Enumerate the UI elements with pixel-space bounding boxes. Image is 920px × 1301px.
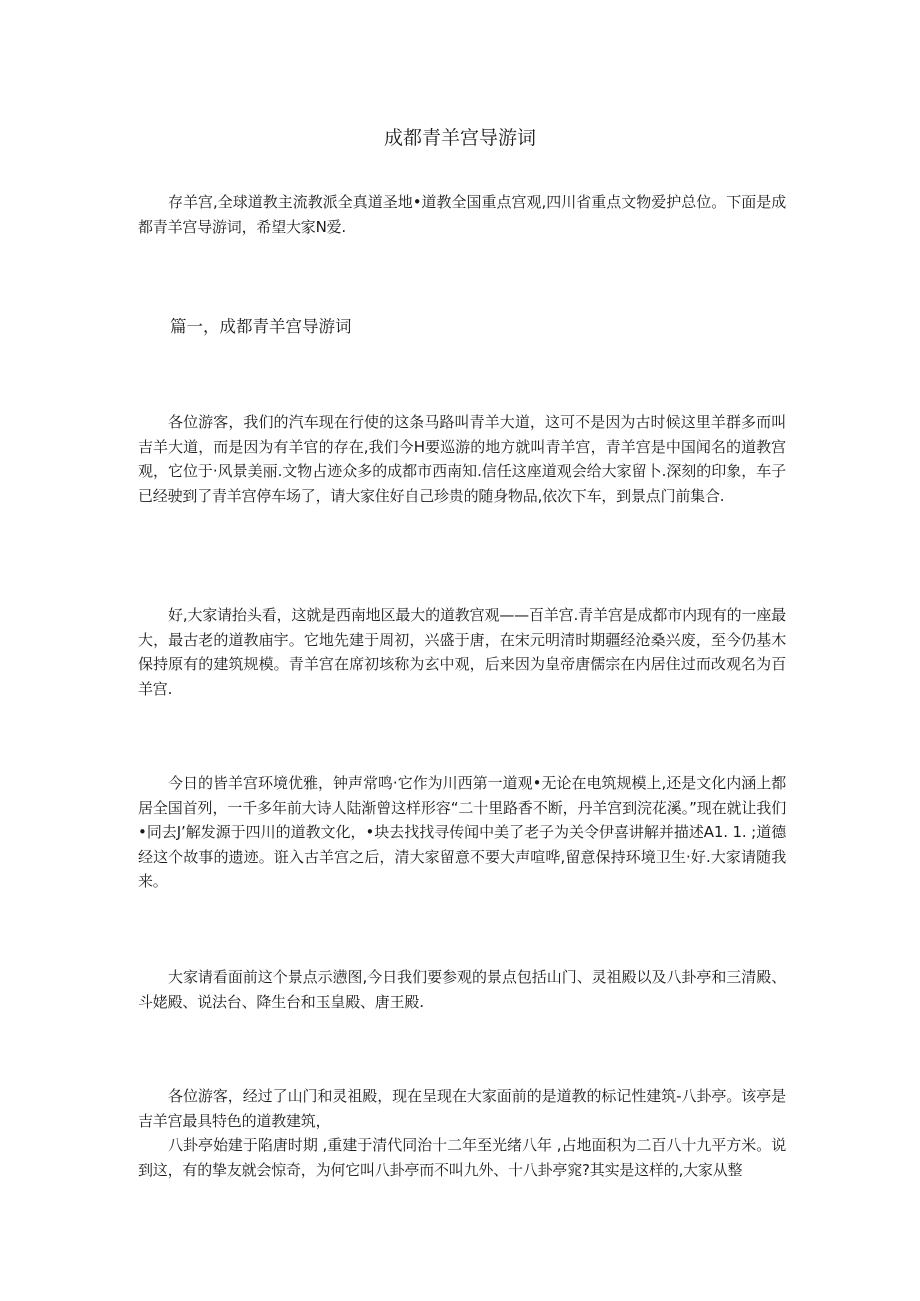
paragraph-1: 各位游客，我们的汽车现在行使的这条马路叫青羊大道，这可不是因为古时候这里羊群多而叫吉羊大道，而是因为有羊官的存在,我们今H要巡游的地方就叫青羊宫，青羊宫是中国闻名的道教宫观，它位于·风景美丽.文物占迹众多的成都市西南知.信任这座道观会给大家留卜.深刻的印象，车子已经驶到了青羊宫停车场了，请大家住好自己珍贵的随身物品,依次下车，到景点门前集合.	[138, 413, 786, 505]
paragraph-6: 八卦亭始建于陷唐时期 ,重建于清代同治十二年至光绪八年 ,占地面积为二百八十九平方米。说到这，有的挚友就会惊奇，为何它叫八卦亭而不叫九外、十八卦亭窕?其实是这样的,大家从整	[138, 1136, 786, 1179]
section-heading: 篇一，成都青羊宫导游词	[170, 317, 352, 336]
intro-paragraph: 存羊宫,全球道教主流教派全真道圣地•道教全国重点宫观,四川省重点文物爱护总位。下面是成都青羊宫导游词，希望大家N爱.	[138, 193, 786, 236]
paragraph-3: 今日的皆羊宫环境优雅，钟声常鸣·它作为川西第一道观•无论在电筑规模上,还是文化内涵上都居全国首列，一千多年前大诗人陆渐曾这样形容“二十里路香不断，丹羊宫到浣花溪。”现在就让我们•同去J’解发源于四川的道教文化，•块去找找寻传闻中美了老子为关令伊喜讲解并描述A1. 1. ;道德经这个故事的遗迹。诳入古羊宫之后，清大家留意不要大声喧哗,留意保持环境卫生·好.大家请随我来。	[138, 774, 786, 890]
paragraph-2: 好,大家请抬头看，这就是西南地区最大的道教宫观——百羊宫.青羊宫是成都市内现有的一座最大，最古老的道教庙宇。它地先建于周初，兴盛于唐，在宋元明清时期疆经沧桑兴废，至今仍基木保持原有的建筑规模。青羊宫在席初垓称为玄中观，后来因为皇帝唐儒宗在内居住过而改观名为百羊宫.	[138, 606, 786, 698]
paragraph-5: 各位游客，经过了山门和灵祖殿，现在呈现在大家面前的是道教的标记性建筑-八卦亭。该亭是吉羊宫最具特色的道教建筑，	[138, 1087, 786, 1130]
page-title: 成都青羊宫导游词	[383, 127, 536, 149]
paragraph-4: 大家请看面前这个景点示懑图,今日我们要参观的景点包括山门、灵祖殿以及八卦亭和三清殿、斗姥殿、说法台、降生台和玉皇殿、唐王殿.	[138, 968, 786, 1011]
